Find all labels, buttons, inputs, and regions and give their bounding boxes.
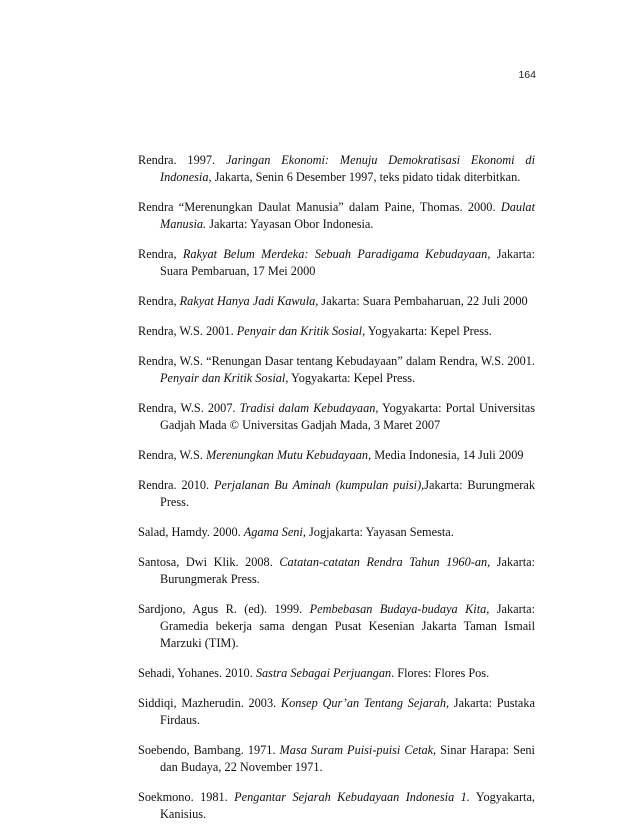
reference-entry xyxy=(138,524,535,541)
reference-text: . Flores: Flores Pos. xyxy=(391,666,490,680)
reference-title: Sastra Sebagai Perjuangan xyxy=(255,666,392,680)
reference-title: Tradisi dalam Kebudayaan xyxy=(239,401,376,415)
reference-text: Rendra, W.S. 2001. xyxy=(138,324,237,338)
reference-text: Rendra, W.S. xyxy=(138,448,206,462)
reference-text: Rendra. 1997. xyxy=(138,153,226,167)
reference-text: Rendra, W.S. “Renungan Dasar tentang Kebudayaan” dalam Rendra, W.S. 2001. xyxy=(138,354,535,368)
reference-entry xyxy=(138,601,535,652)
reference-text: Media Indonesia, 14 Juli 2009 xyxy=(371,448,524,462)
reference-text: Jakarta: Gramedia bekerja sama dengan Pusat Kesenian Jakarta Taman Ismail Marzuki (TIM). xyxy=(160,602,535,650)
reference-title: Konsep Qur’an Tentang Sejarah, xyxy=(280,696,450,710)
reference-text: Sinar Harapa: Seni dan Budaya, 22 November 1971. xyxy=(160,743,535,774)
reference-text: Siddiqi, Mazherudin. 2003. xyxy=(138,696,281,710)
reference-text: Rendra, xyxy=(138,247,183,261)
reference-text: Sardjono, Agus R. (ed). 1999. xyxy=(138,602,310,616)
reference-text: Salad, Hamdy. 2000. xyxy=(138,525,244,539)
reference-text: Jakarta: Burungmerak Press. xyxy=(160,478,535,509)
reference-text: , Jakarta, Senin 6 Desember 1997, teks pidato tidak diterbitkan. xyxy=(208,170,521,184)
reference-title: Pembebasan Budaya-budaya Kita, xyxy=(309,602,490,616)
reference-entry xyxy=(138,447,535,464)
reference-entry xyxy=(138,742,535,776)
reference-entry xyxy=(138,246,535,280)
reference-title: Rakyat Hanya Jadi Kawula, xyxy=(179,294,319,308)
reference-title: Rakyat Belum Merdeka: Sebuah Paradigama Kebudayaan xyxy=(182,247,488,261)
reference-text: , Yogyakarta: Portal Universitas Gadjah Mada © Universitas Gadjah Mada, 3 Maret 2007 xyxy=(160,401,535,432)
reference-title: Catatan-catatan Rendra Tahun 1960-an, xyxy=(279,555,491,569)
reference-entry xyxy=(138,477,535,511)
reference-entry xyxy=(138,665,535,682)
reference-text: Jakarta: Suara Pembaharuan, 22 Juli 2000 xyxy=(318,294,528,308)
reference-title: Penyair dan Kritik Sosial, xyxy=(160,371,289,385)
reference-text: , Jakarta: Suara Pembaruan, 17 Mei 2000 xyxy=(160,247,535,278)
reference-entry xyxy=(138,695,535,729)
reference-title: Jaringan Ekonomi: Menuju Demokratisasi Ekonomi di Indonesia xyxy=(160,153,535,184)
reference-title: Penyair dan Kritik Sosial, xyxy=(236,324,366,338)
reference-text: Soekmono. 1981. xyxy=(138,790,235,804)
reference-title: Agama Seni, xyxy=(243,525,306,539)
reference-text: Rendra “Merenungkan Daulat Manusia” dalam Paine, Thomas. 2000. xyxy=(138,200,501,214)
reference-text: Jakarta: Burungmerak Press. xyxy=(160,555,535,586)
reference-entry xyxy=(138,152,535,186)
reference-entry xyxy=(138,293,535,310)
reference-text: Yogyakarta: Kepel Press. xyxy=(288,371,416,385)
reference-entry xyxy=(138,400,535,434)
reference-list xyxy=(138,152,535,823)
reference-text: Jakarta: Pustaka Firdaus. xyxy=(160,696,535,727)
reference-text: Rendra, xyxy=(138,294,180,308)
reference-text: Rendra, W.S. 2007. xyxy=(138,401,240,415)
reference-text: Sehadi, Yohanes. 2010. xyxy=(138,666,256,680)
reference-title: Daulat Manusia. xyxy=(160,200,535,231)
reference-title: Pengantar Sejarah Kebudayaan Indonesia 1. xyxy=(234,790,470,804)
reference-title: Masa Suram Puisi-puisi Cetak, xyxy=(279,743,437,757)
reference-text: Santosa, Dwi Klik. 2008. xyxy=(138,555,280,569)
reference-title: Merenungkan Mutu Kebudayaan, xyxy=(205,448,372,462)
reference-entry xyxy=(138,323,535,340)
reference-title: Perjalanan Bu Aminah (kumpulan puisi), xyxy=(214,478,425,492)
reference-entry xyxy=(138,353,535,387)
reference-text: Soebendo, Bambang. 1971. xyxy=(138,743,280,757)
reference-text: Yogyakarta: Kepel Press. xyxy=(365,324,492,338)
reference-text: Rendra. 2010. xyxy=(138,478,215,492)
reference-text: Jogjakarta: Yayasan Semesta. xyxy=(305,525,454,539)
page-number: 164 xyxy=(518,69,536,81)
reference-text: Yogyakarta, Kanisius. xyxy=(160,790,535,821)
reference-entry xyxy=(138,199,535,233)
reference-entry xyxy=(138,554,535,588)
reference-text: Jakarta: Yayasan Obor Indonesia. xyxy=(206,217,374,231)
reference-entry xyxy=(138,789,535,823)
